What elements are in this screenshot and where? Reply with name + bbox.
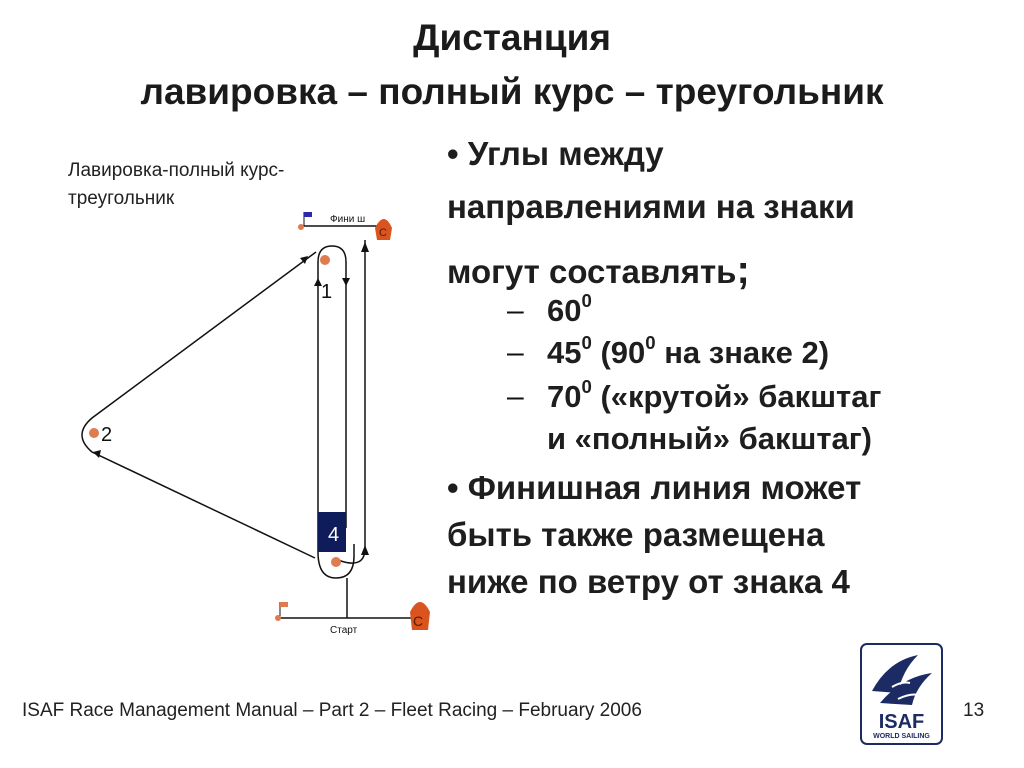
start-flag xyxy=(280,602,288,607)
semicolon: ; xyxy=(736,248,750,292)
bullet-1-line3: могут составлять; xyxy=(447,248,750,292)
finish-label: Фини ш xyxy=(330,214,366,225)
dash-2: – xyxy=(507,336,524,369)
mark-2-label: 2 xyxy=(101,424,113,446)
start-committee-letter: C xyxy=(413,613,424,629)
page-subtitle: лавировка – полный курс – треугольник xyxy=(140,71,884,112)
mark-1 xyxy=(320,255,330,265)
start-committee-boat xyxy=(410,602,430,630)
finish-committee-boat xyxy=(375,219,392,240)
sub-item-70-line2: и «полный» бакштаг) xyxy=(547,421,873,456)
sail-emblem-icon xyxy=(862,647,941,713)
mark-4-label: 4 xyxy=(328,524,340,546)
arrow-down xyxy=(342,278,350,286)
mark-2 xyxy=(89,428,99,438)
finish-flag xyxy=(304,212,312,217)
isaf-logo xyxy=(860,643,943,745)
start-label: Старт xyxy=(330,625,358,636)
footer-text: ISAF Race Management Manual – Part 2 – Fleet Racing – February 2006 xyxy=(22,700,642,721)
bullet-2-line3: ниже по ветру от знака 4 xyxy=(447,563,850,600)
diagram-caption-line1: Лавировка-полный курс- xyxy=(68,160,285,181)
finish-line xyxy=(298,212,380,230)
finish-committee-letter: C xyxy=(379,227,387,239)
reach-leg-1-to-2 xyxy=(82,252,316,558)
mark-4 xyxy=(331,557,341,567)
bullet-1-line2: направлениями на знаки xyxy=(447,188,855,225)
diagram-caption-line2: треугольник xyxy=(68,187,175,209)
page-number: 13 xyxy=(963,700,985,721)
dash-1: – xyxy=(507,294,524,327)
bullet-2-line2: быть также размещена xyxy=(447,516,825,553)
logo-subtitle: WORLD SAILING xyxy=(873,733,930,740)
mark-1-label: 1 xyxy=(321,281,333,303)
bullet-2-line1: • Финишная линия может xyxy=(447,469,862,506)
dash-3: – xyxy=(507,380,524,413)
bullet-1-line1: • Углы между xyxy=(447,135,664,172)
sub-item-45: $45^0$ ($90^0$ на знаке 2) xyxy=(547,332,830,370)
sub-item-70: $70^0$ («крутой» бакштаг xyxy=(547,376,882,414)
logo-name: ISAF xyxy=(878,711,925,733)
sub-item-60: $60^0$ xyxy=(547,290,592,328)
page-title: Дистанция xyxy=(413,17,611,58)
